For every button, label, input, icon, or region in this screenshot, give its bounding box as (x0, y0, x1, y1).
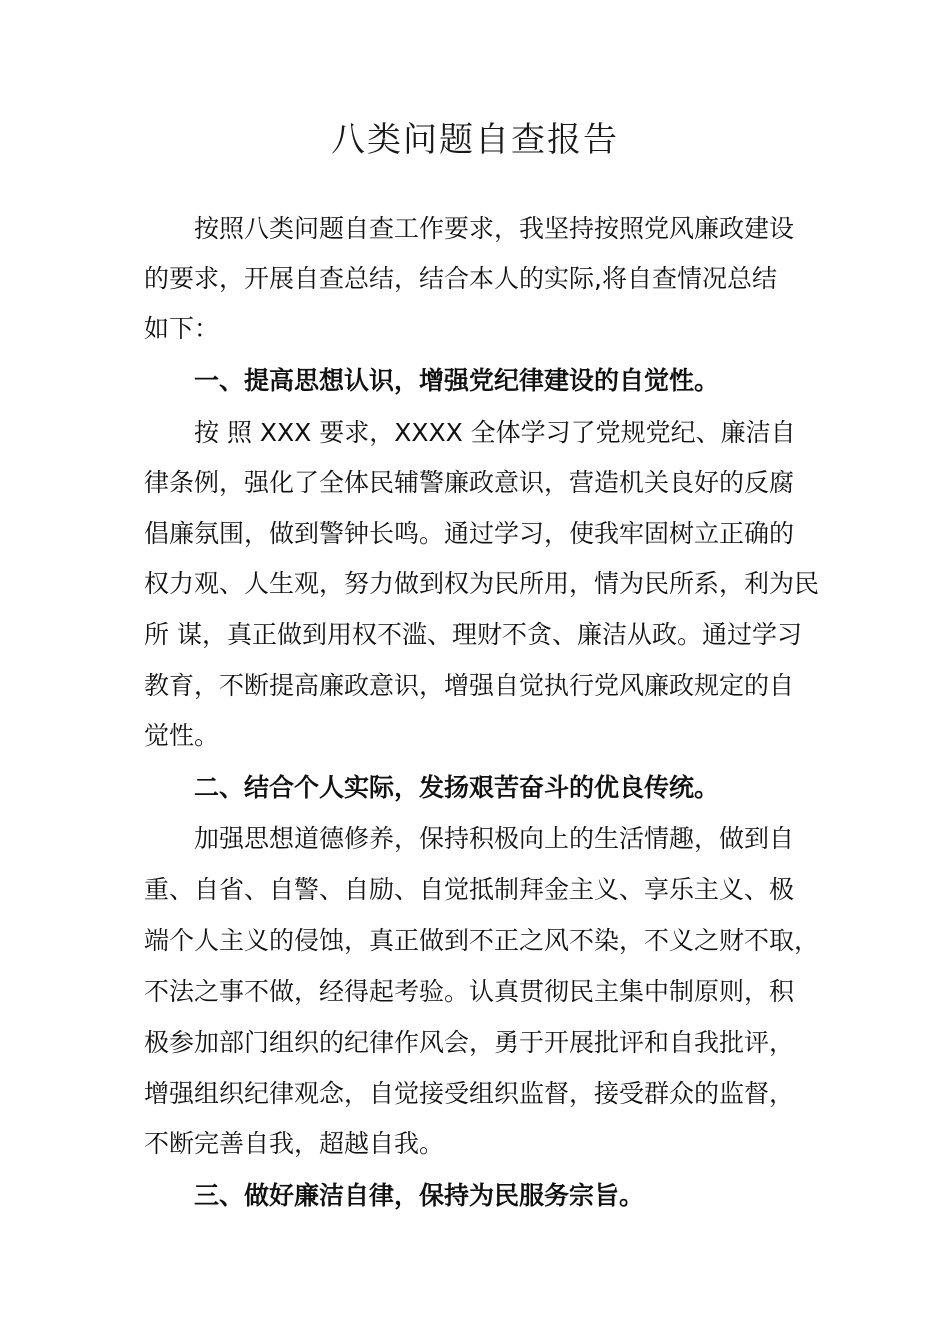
paragraph-1-line-1: 按照八类问题自查工作要求，我坚持按照党风廉政建设 (194, 214, 795, 243)
paragraph-3-line-1: 加强思想道德修养，保持积极向上的生活情趣，做到自 (194, 824, 795, 853)
paragraph-2-line-3: 倡廉氛围，做到警钟长鸣。通过学习，使我牢固树立正确的 (144, 519, 795, 548)
paragraph-1-line-2: 的要求，开展自查总结，结合本人的实际,将自查情况总结 (144, 264, 777, 293)
paragraph-2-line-6: 教育，不断提高廉政意识，增强自觉执行党风廉政规定的自 (144, 671, 795, 700)
paragraph-2-line-7: 觉性。 (144, 721, 220, 750)
section-heading-1: 一、提高思想认识，增强党纪律建设的自觉性。 (194, 366, 720, 395)
paragraph-3-line-3: 端个人主义的侵蚀，真正做到不正之风不染，不义之财不取， (144, 926, 820, 955)
section-heading-3: 三、做好廉洁自律，保持为民服务宗旨。 (194, 1181, 645, 1210)
paragraph-2-line-4: 权力观、人生观，努力做到权为民所用，情为民所系，利为民 (144, 569, 820, 598)
paragraph-2-line-5: 所 谋，真正做到用权不滥、理财不贪、廉洁从政。通过学习 (144, 620, 802, 649)
paragraph-1-line-3: 如下： (144, 314, 220, 343)
paragraph-3-line-6: 增强组织纪律观念，自觉接受组织监督，接受群众的监督， (144, 1079, 795, 1108)
paragraph-2-line-1: 按 照 XXX 要求，XXXX 全体学习了党规党纪、廉洁自 (194, 418, 796, 447)
paragraph-3-line-4: 不法之事不做，经得起考验。认真贯彻民主集中制原则，积 (144, 977, 795, 1006)
paragraph-2-line-2: 律条例，强化了全体民辅警廉政意识，营造机关良好的反腐 (144, 468, 795, 497)
paragraph-3-line-7: 不断完善自我，超越自我。 (144, 1129, 445, 1158)
paragraph-3-line-2: 重、自省、自警、自励、自觉抵制拜金主义、享乐主义、极 (144, 875, 795, 904)
section-heading-2: 二、结合个人实际，发扬艰苦奋斗的优良传统。 (194, 773, 720, 802)
paragraph-3-line-5: 极参加部门组织的纪律作风会，勇于开展批评和自我批评， (144, 1028, 795, 1057)
document-title: 八类问题自查报告 (331, 120, 619, 160)
